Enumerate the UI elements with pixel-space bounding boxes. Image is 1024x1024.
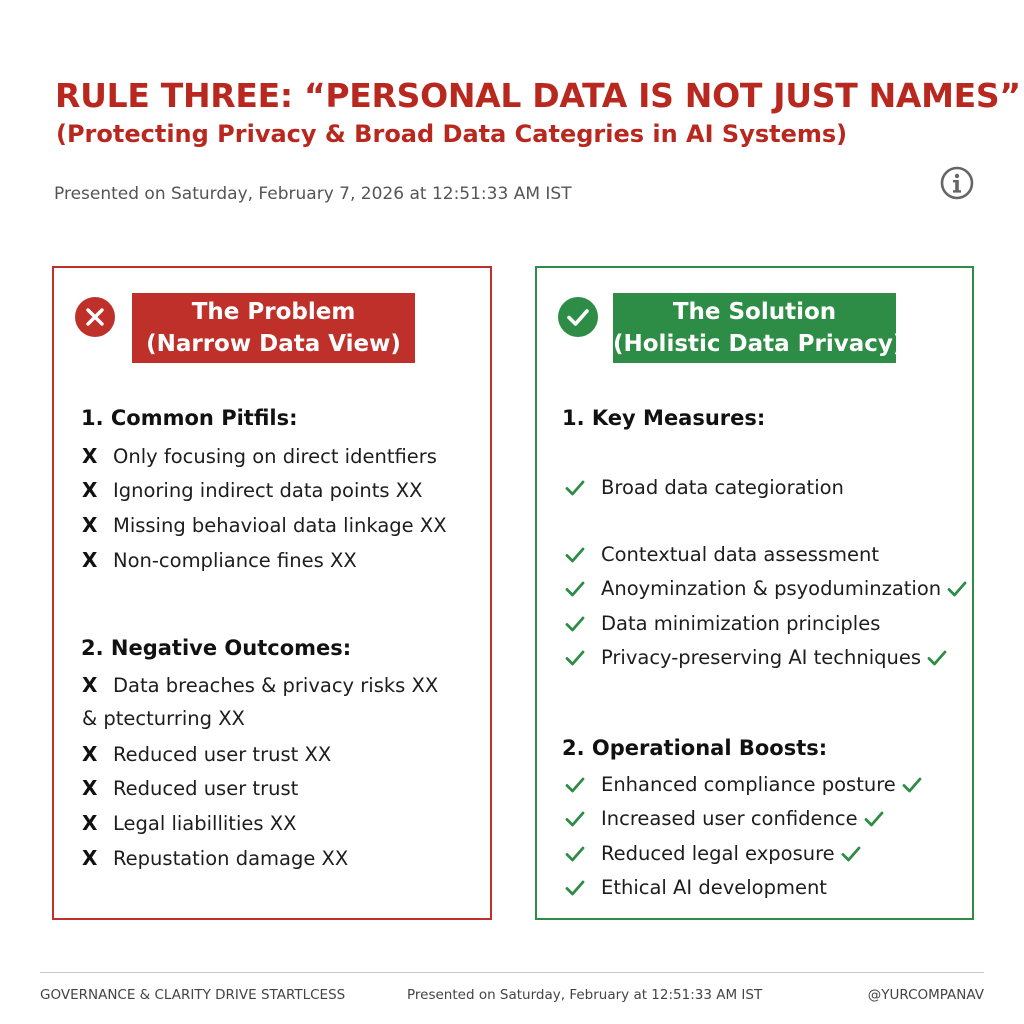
footer-handle: @YURCOMPANAV: [867, 987, 984, 1003]
check-mark-icon: [565, 810, 601, 828]
solution-panel: [535, 266, 974, 920]
common-pitfalls-heading: 1. Common Pitfils:: [81, 406, 298, 430]
x-mark-icon: X: [82, 513, 98, 537]
trailing-check-icon: [864, 810, 884, 828]
list-item: Increased user confidence: [565, 807, 884, 830]
list-item: X Non-compliance fines XX: [82, 548, 357, 572]
footer-divider: [40, 972, 984, 973]
list-item: X Reduced user trust: [82, 776, 299, 800]
list-item: X Missing behavioal data linkage XX: [82, 513, 447, 537]
list-item: X Legal liabillities XX: [82, 811, 297, 835]
trailing-check-icon: [947, 580, 967, 598]
check-mark-icon: [565, 649, 601, 667]
list-item: Contextual data assessment: [565, 543, 879, 566]
solution-badge: [613, 293, 904, 363]
x-circle-icon: [74, 296, 116, 338]
list-item: Anoyminzation & psyoduminzation: [565, 577, 967, 600]
key-measures-heading: 1. Key Measures:: [562, 406, 766, 430]
check-mark-icon: [565, 479, 601, 497]
check-mark-icon: [565, 776, 601, 794]
check-mark-icon: [565, 615, 601, 633]
trailing-check-icon: [902, 776, 922, 794]
problem-badge-title: The Problem: [191, 299, 356, 325]
info-icon[interactable]: [940, 166, 974, 200]
list-item: Reduced legal exposure: [565, 842, 861, 865]
list-item: X Repustation damage XX: [82, 846, 349, 870]
check-mark-icon: [565, 546, 601, 564]
x-mark-icon: X: [82, 548, 98, 572]
list-item: Data minimization principles: [565, 612, 880, 635]
list-item: Broad data categioration: [565, 476, 844, 499]
check-mark-icon: [565, 580, 601, 598]
list-item-continuation: & ptecturring XX: [82, 707, 245, 730]
list-item: X Only focusing on direct identfiers: [82, 444, 437, 468]
list-item: Privacy-preserving AI techniques: [565, 646, 947, 669]
problem-badge: [132, 293, 415, 363]
list-item: Enhanced compliance posture: [565, 773, 922, 796]
presented-date: Presented on Saturday, February 7, 2026 at 12:51:33 AM IST: [54, 184, 572, 204]
problem-panel: [52, 266, 492, 920]
problem-badge-subtitle: (Narrow Data View): [146, 331, 401, 357]
x-mark-icon: X: [82, 478, 98, 502]
footer-presented-date: Presented on Saturday, February at 12:51:33 AM IST: [407, 987, 763, 1003]
x-mark-icon: X: [82, 673, 98, 697]
page-subtitle: (Protecting Privacy & Broad Data Categries in AI Systems): [56, 120, 848, 148]
operational-boosts-heading: 2. Operational Boosts:: [562, 736, 828, 760]
list-item: X Data breaches & privacy risks XX: [82, 673, 439, 697]
negative-outcomes-heading: 2. Negative Outcomes:: [81, 636, 352, 660]
footer-tagline: GOVERNANCE & CLARITY DRIVE STARTLCESS: [40, 987, 346, 1003]
x-mark-icon: X: [82, 444, 98, 468]
list-item: X Reduced user trust XX: [82, 742, 332, 766]
check-circle-icon: [557, 296, 599, 338]
check-mark-icon: [565, 845, 601, 863]
x-mark-icon: X: [82, 811, 98, 835]
x-mark-icon: X: [82, 742, 98, 766]
list-item: Ethical AI development: [565, 876, 827, 899]
x-mark-icon: X: [82, 776, 98, 800]
check-mark-icon: [565, 879, 601, 897]
trailing-check-icon: [841, 845, 861, 863]
solution-badge-subtitle: (Holistic Data Privacy): [613, 331, 904, 357]
x-mark-icon: X: [82, 846, 98, 870]
trailing-check-icon: [927, 649, 947, 667]
page-title: RULE THREE: “PERSONAL DATA IS NOT JUST NAMES”: [55, 76, 1021, 115]
solution-badge-title: The Solution: [672, 299, 837, 325]
list-item: X Ignoring indirect data points XX: [82, 478, 423, 502]
